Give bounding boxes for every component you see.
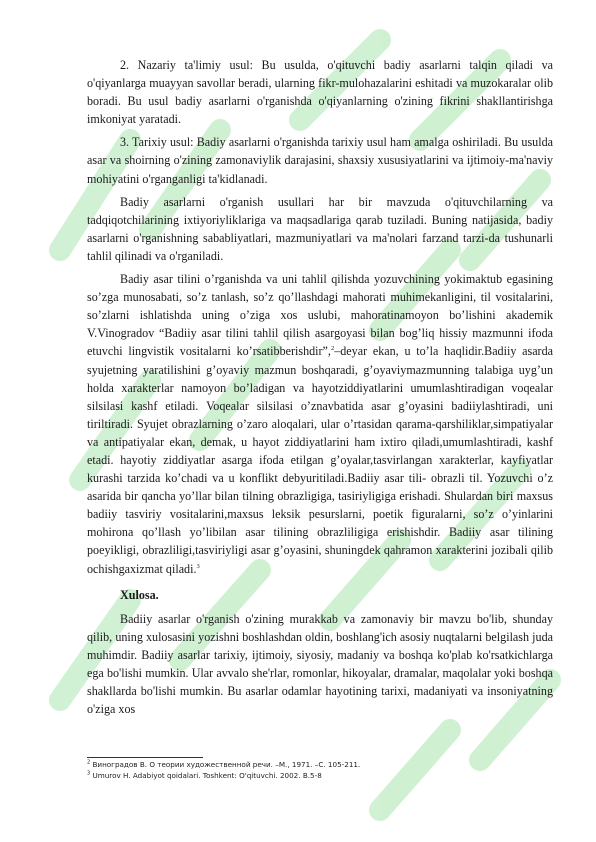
paragraph-language-part2: –deyar ekan, u to’la haqlidir.Badiiy asarda syujetning yaratilishini g’oyaviy mazmun boshqaradi, g’oyaviymazmunning talabiga uyg’un holda xarakterlar namoyon bo’ladigan va hayotziddiyatlarini umumlashtiradigan voqealar silsilasi kashf etiladi. Voqealar silsilasi o’znavbatida asar g’oyasini badiiylashtiradi, uni tiriltiradi. Syujet obrazlarning o’zaro aloqalari, ular o’rtasidan qarama-qarshiliklar,simpatiyalar va antipatiyalar ekan, demak, u hayot ziddiyatlarini ham ixtiro qiladi,umumlashtiradi, kashf etadi. hayotiy ziddiyatlar asarga ifoda etilgan g’oyalar,tasvirlangan xarakterlar, kayfiyatlar kurashi tarzida ko’chadi va u konflikt debyuritiladi.Badiiy asar tili- obrazli til. Yozuvchi o’z asarida bir qancha yo’llar bilan tilning obrazligiga, tasiriyligiga erishadi. Shulardan biri maxsus badiiy tasviriy vositalarini,maxsus leksik pesurslarni, poetik figuralarni, so’z o’yinlarini mohirona qo’llash yo’libilan asar tilining obrazliligiga erishishdir. Badiiy asar tilining poeyikligi, obrazliligi,tasviriyligi asar g’oyasini, shuningdek qahramon xarakterini jozibali qilib ochishgaxizmat qiladi.: [87, 344, 554, 576]
footnote-3-text: Umurov H. Adabiyot qoidalari. Toshkent: O'qituvchi. 2002. B.5-8: [92, 770, 322, 780]
paragraph-theoretical-method: 2. Nazariy ta'limiy usul: Bu usulda, o'qituvchi badiy asarlarni talqin qiladi va o'qiyanlarga muayyan savollar beradi, ularning fikr-mulohazalarini eshitadi va muzokaralar olib boradi. Bu usul badiy asarlarni o'rganishda o'qiyanlarning o'zining fikrini shakllantirishga imkoniyat yaratadi.: [87, 58, 553, 127]
paragraph-conclusion: Badiiy asarlar o'rganish o'zining murakkab va zamonaviy bir mavzu bo'lib, shunday qilib, uning xulosasini yozishni boshlashdan oldin, boshlang'ich asosiy nuqtalarni belgilash juda muhimdir. Badiiy asarlar tarixiy, ijtimoiy, siyosiy, madaniy va boshqa ko'plab ko'rsatkichlarga ega bo'lishi mumkin. Ular avvalo she'rlar, romonlar, hikoyalar, dramalar, maqolalar yoki boshqa shakllarda bo'lishi mumkin. Bu asarlar odamlar hayotining tarixi, madaniyati va insoniyatning o'ziga xos: [87, 611, 553, 717]
page-body: [87, 56, 553, 718]
footnote-divider: [87, 757, 203, 758]
footnotes: [87, 760, 553, 781]
footnote-2-text: Виноградов В. О теории художественной речи. –М., 1971. –С. 105-211.: [92, 760, 361, 769]
paragraph-language-part1: Badiy asar tilini o’rganishda va uni tahlil qilishda yozuvchining yokimaktub egasining so’zga munosabati, so’z tanlash, so’z qo’llashdagi mahorati muhimekanligini, til vositalarini, so’zlarni ishlatishda uning o’ziga xos uslubi, mahoratinamoyon bo’lishini akademik V.Vinogradov “Badiiy asar tilini tahlil qilish asargoyasi bilan bog’liq hissiy mazmunni ifoda etuvchi lingvistik vositalarni ko’rsatibberishdir”,: [87, 272, 553, 359]
paragraph-methods-summary: Badiy asarlarni o'rganish usullari har bir mavzuda o'qituvchilarning va tadqiqotchilarining ixtiyoriyliklariga va maqsadlariga qarab tuziladi. Buning natijasida, badiy asarlarni o'rganishning sababliyatlari, mazmuniyatlari va ma'nolari farzand tarzi-da tushunarli tahlil qilinadi va o'rganiladi.: [87, 194, 553, 263]
footnote-ref-3[interactable]: 3: [196, 562, 200, 570]
paragraph-language-analysis: [87, 270, 553, 578]
conclusion-heading: Xulosa.: [120, 587, 159, 602]
footnote-3-number: 3: [87, 770, 91, 777]
footnote-ref-2[interactable]: 2: [330, 345, 335, 353]
footnote-2-number: 2: [87, 759, 91, 766]
footnote-2: [87, 760, 553, 771]
paragraph-historical-method: 3. Tarixiy usul: Badiy asarlarni o'rganishda tarixiy usul ham amalga oshiriladi. Bu usulda asar va shoirning o'zining zamonaviylik darajasini, shaxsiy xususiyatlarini va ijtimoiy-ma'naviy mohiyatini o'rganganligi ta'kidlanadi.: [87, 135, 553, 186]
footnote-3: [87, 771, 553, 782]
